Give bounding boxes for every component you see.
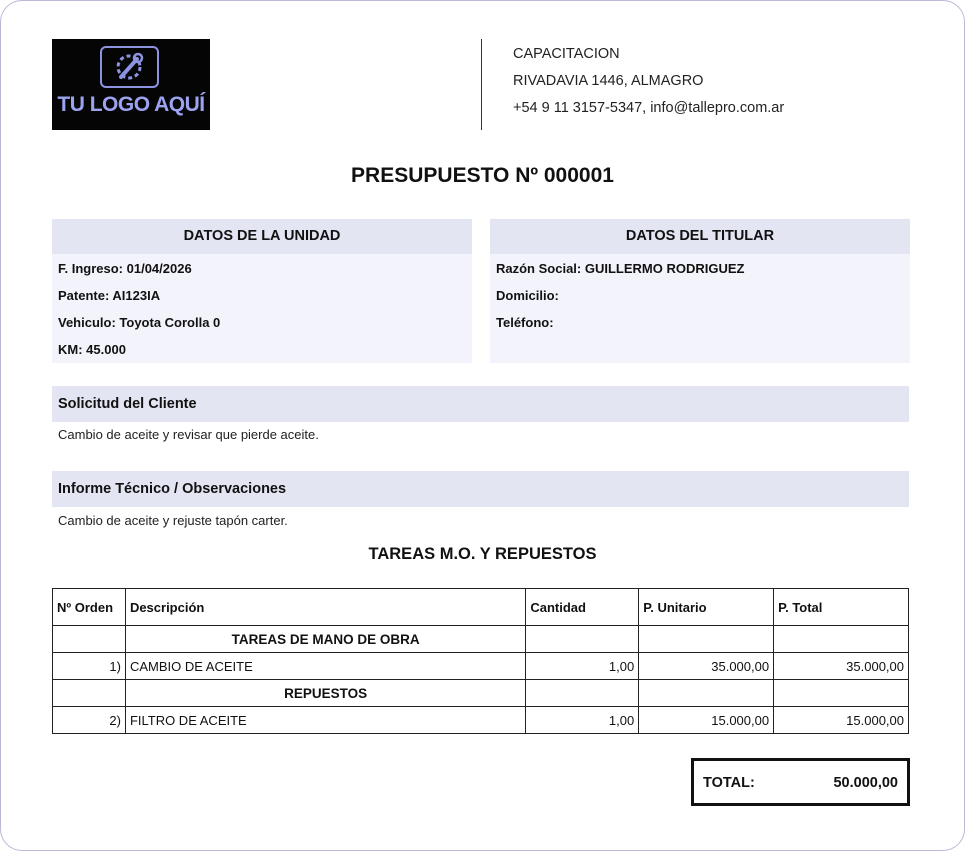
client-request-text: Cambio de aceite y revisar que pierde aceite. [58,427,319,442]
row-total-price: 15.000,00 [774,707,909,734]
row-order: 1) [53,653,126,680]
row-quantity: 1,00 [526,653,639,680]
client-request-heading: Solicitud del Cliente [52,386,909,422]
group-label: TAREAS DE MANO DE OBRA [125,626,525,653]
row-order: 2) [53,707,126,734]
row-unit-price: 15.000,00 [639,707,774,734]
row-description: CAMBIO DE ACEITE [125,653,525,680]
group-label: REPUESTOS [125,680,525,707]
col-unit-price: P. Unitario [639,589,774,626]
unit-km: KM: 45.000 [58,342,126,357]
company-address: RIVADAVIA 1446, ALMAGRO [513,73,704,89]
unit-entry-date: F. Ingreso: 01/04/2026 [58,261,192,276]
company-contact: +54 9 11 3157-5347, info@tallepro.com.ar [513,100,785,116]
table-row [53,653,909,680]
company-logo [52,39,210,130]
col-total-price: P. Total [774,589,909,626]
owner-address: Domicilio: [496,288,559,303]
owner-phone: Teléfono: [496,315,554,330]
group-row [53,680,909,707]
owner-name: Razón Social: GUILLERMO RODRIGUEZ [496,261,745,276]
wrench-gear-icon [100,46,159,88]
total-label: TOTAL: [703,775,755,791]
items-table [52,588,909,734]
row-description: FILTRO DE ACEITE [125,707,525,734]
logo-text: TU LOGO AQUÍ [57,93,205,116]
table-header-row [53,589,909,626]
technical-report-heading: Informe Técnico / Observaciones [52,471,909,507]
company-name: CAPACITACION [513,46,620,62]
col-order: Nº Orden [53,589,126,626]
row-total-price: 35.000,00 [774,653,909,680]
company-info [513,41,784,122]
row-unit-price: 35.000,00 [639,653,774,680]
quote-title: PRESUPUESTO Nº 000001 [351,164,614,187]
row-quantity: 1,00 [526,707,639,734]
group-row [53,626,909,653]
col-quantity: Cantidad [526,589,639,626]
table-row [53,707,909,734]
col-description: Descripción [125,589,525,626]
header-divider [481,39,482,130]
unit-vehicle: Vehiculo: Toyota Corolla 0 [58,315,221,330]
total-box [691,758,910,806]
unit-data-panel [52,219,472,363]
owner-data-panel [490,219,910,363]
owner-data-heading: DATOS DEL TITULAR [490,219,910,254]
total-value: 50.000,00 [833,775,898,791]
tasks-title: TAREAS M.O. Y REPUESTOS [368,545,597,563]
unit-data-heading: DATOS DE LA UNIDAD [52,219,472,254]
unit-plate: Patente: AI123IA [58,288,161,303]
technical-report-text: Cambio de aceite y rejuste tapón carter. [58,513,288,528]
